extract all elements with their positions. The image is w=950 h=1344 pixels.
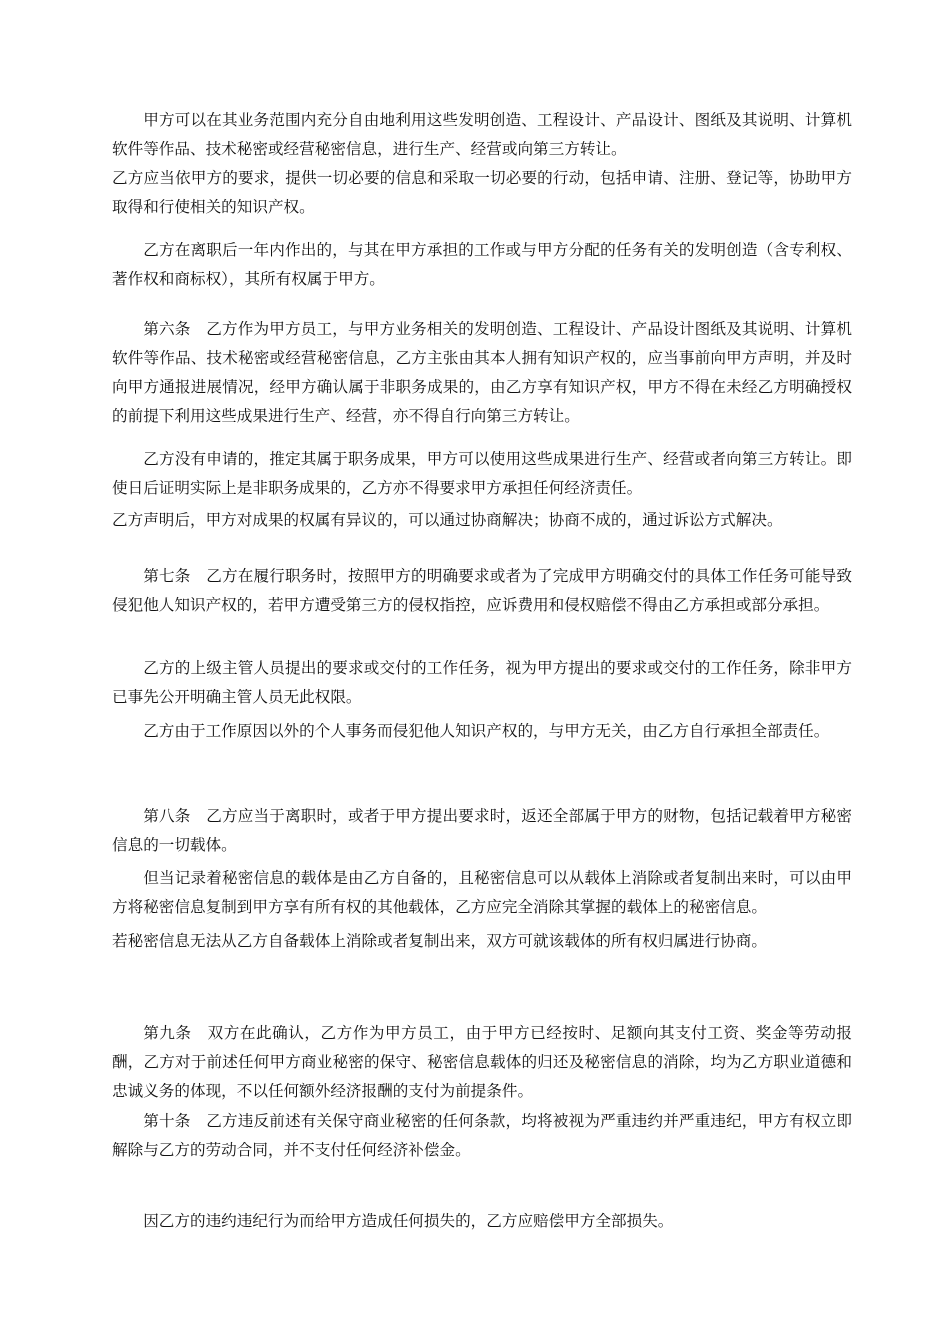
paragraph-article-7: 第七条 乙方在履行职务时，按照甲方的明确要求或者为了完成甲方明确交付的具体工作任务可能导致侵犯他人知识产权的，若甲方遭受第三方的侵权指控，应诉费用和侵权赔偿不得由乙方承担或部分承担。 xyxy=(112,567,852,614)
paragraph-article-8: 第八条 乙方应当于离职时，或者于甲方提出要求时，返还全部属于甲方的财物，包括记载着甲方秘密信息的一切载体。 xyxy=(112,807,852,854)
paragraph-article-10: 第十条 乙方违反前述有关保守商业秘密的任何条款，均将被视为严重违约并严重违纪，甲方有权立即解除与乙方的劳动合同，并不支付任何经济补偿金。 xyxy=(112,1112,852,1159)
paragraph-p2: 乙方应当依甲方的要求，提供一切必要的信息和采取一切必要的行动，包括申请、注册、登记等，协助甲方取得和行使相关的知识产权。 xyxy=(112,169,852,216)
paragraph-p5: 乙方没有申请的，推定其属于职务成果，甲方可以使用这些成果进行生产、经营或者向第三方转让。即使日后证明实际上是非职务成果的，乙方亦不得要求甲方承担任何经济责任。 xyxy=(112,450,852,497)
paragraph-article-9: 第九条 双方在此确认，乙方作为甲方员工，由于甲方已经按时、足额向其支付工资、奖金等劳动报酬，乙方对于前述任何甲方商业秘密的保守、秘密信息载体的归还及秘密信息的消除，均为乙方职业道德和忠诚义务的体现，不以任何额外经济报酬的支付为前提条件。 xyxy=(112,1024,852,1100)
paragraph-p3: 乙方在离职后一年内作出的，与其在甲方承担的工作或与甲方分配的任务有关的发明创造（含专利权、著作权和商标权），其所有权属于甲方。 xyxy=(112,241,852,288)
paragraph-p1: 甲方可以在其业务范围内充分自由地利用这些发明创造、工程设计、产品设计、图纸及其说明、计算机软件等作品、技术秘密或经营秘密信息，进行生产、经营或向第三方转让。 xyxy=(112,111,852,158)
paragraph-p6: 乙方声明后，甲方对成果的权属有异议的，可以通过协商解决；协商不成的，通过诉讼方式解决。 xyxy=(112,511,783,529)
paragraph-p12: 若秘密信息无法从乙方自备载体上消除或者复制出来，双方可就该载体的所有权归属进行协商。 xyxy=(112,932,767,950)
paragraph-p9: 乙方由于工作原因以外的个人事务而侵犯他人知识产权的，与甲方无关，由乙方自行承担全部责任。 xyxy=(143,722,830,740)
paragraph-p11: 但当记录着秘密信息的载体是由乙方自备的，且秘密信息可以从载体上消除或者复制出来时，可以由甲方将秘密信息复制到甲方享有所有权的其他载体，乙方应完全消除其掌握的载体上的秘密信息。 xyxy=(112,869,852,916)
paragraph-article-6: 第六条 乙方作为甲方员工，与甲方业务相关的发明创造、工程设计、产品设计图纸及其说明、计算机软件等作品、技术秘密或经营秘密信息，乙方主张由其本人拥有知识产权的，应当事前向甲方声明，并及时向甲方通报进展情况，经甲方确认属于非职务成果的，由乙方享有知识产权，甲方不得在未经乙方明确授权的前提下利用这些成果进行生产、经营，亦不得自行向第三方转让。 xyxy=(112,320,852,425)
paragraph-p8: 乙方的上级主管人员提出的要求或交付的工作任务，视为甲方提出的要求或交付的工作任务，除非甲方已事先公开明确主管人员无此权限。 xyxy=(112,659,852,706)
paragraph-p15: 因乙方的违约违纪行为而给甲方造成任何损失的，乙方应赔偿甲方全部损失。 xyxy=(143,1212,674,1230)
